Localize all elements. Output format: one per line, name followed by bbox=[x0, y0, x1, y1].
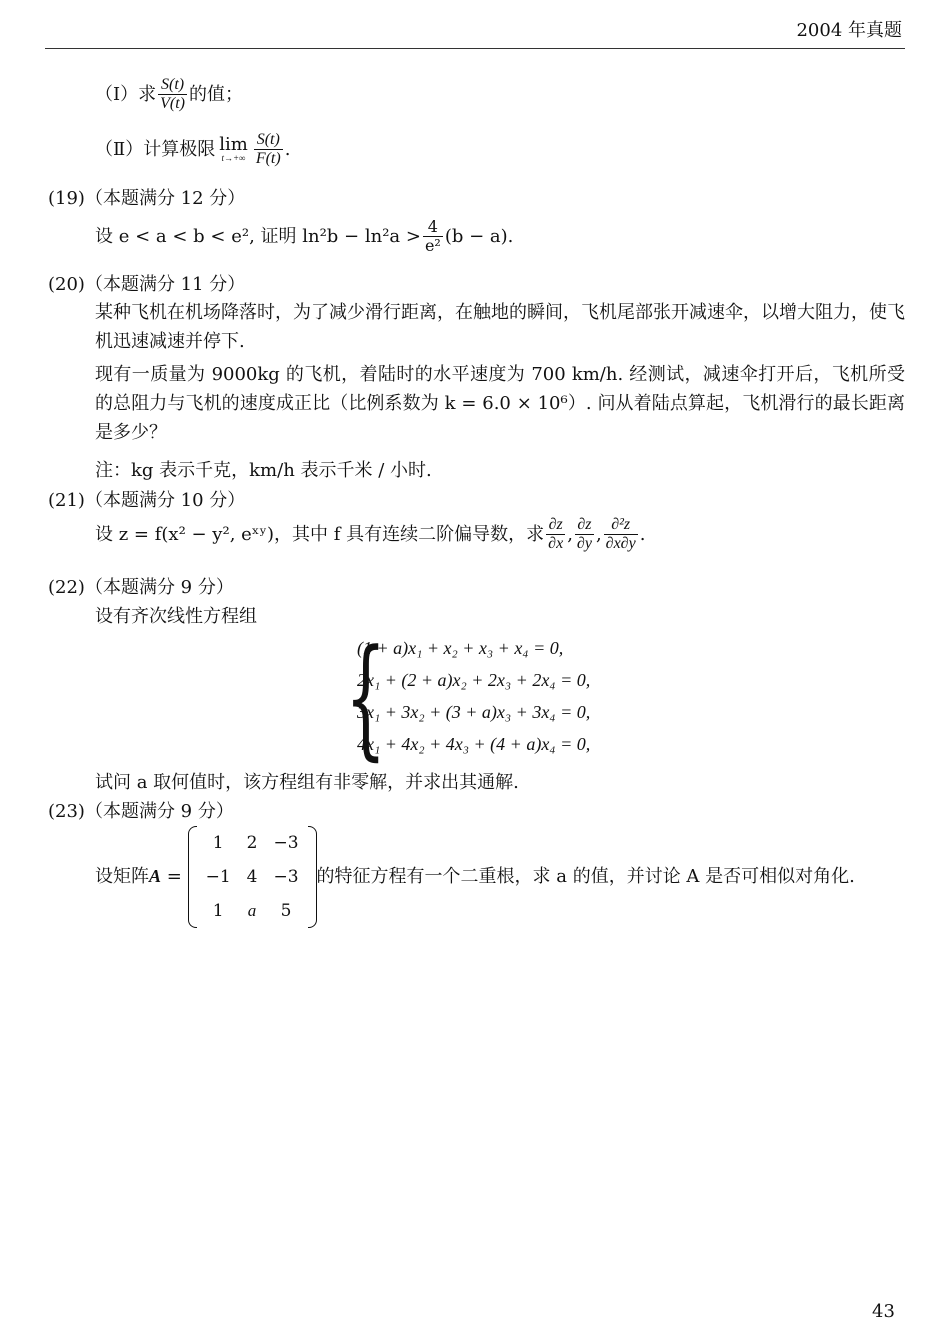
q21-statement: 设 z = f(x² − y², eˣʸ)，其中 f 具有连续二阶偏导数，求 $\frac{\partial z}{\partial x}$ , $\frac{\partial z}{\partial y}$ , $\frac{\text{∂²z}}{\partial x\partial y}$ . bbox=[95, 516, 646, 553]
q23-statement: 设矩阵A = 1 2 −3 −1 4 −3 1 a 5 的特征方程有一个二重根，求 a 的值，并讨论 A 是否可相似对角化. bbox=[95, 826, 855, 928]
equation: (1 + a)x₁ + x₂ + x₃ + x₄ = 0, bbox=[357, 638, 564, 658]
matrix-cell: 2 bbox=[246, 833, 258, 853]
equation: 4x₁ + 4x₂ + 4x₃ + (4 + a)x₄ = 0, bbox=[357, 734, 591, 754]
q20-label: (20)（本题满分 11 分） bbox=[48, 274, 246, 295]
matrix-cell: −3 bbox=[273, 833, 299, 853]
fraction: $\frac{S(t)}{V(t)}$ bbox=[160, 76, 185, 113]
limit-operator: lim t→+∞ bbox=[219, 134, 248, 164]
fraction: $\frac{4}{\text{e²}}$ bbox=[424, 217, 441, 256]
q20-note: 注：kg 表示千克，km/h 表示千米 / 小时. bbox=[95, 460, 432, 481]
partial-derivative-2: $\frac{\partial z}{\partial y}$ bbox=[576, 516, 592, 553]
q18-part1: （Ⅰ）求 $\frac{S(t)}{V(t)}$ 的值； bbox=[95, 76, 243, 113]
q20-paragraph-2: 现有一质量为 9000kg 的飞机，着陆时的水平速度为 700 km/h. 经测试，减速伞打开后，飞机所受的总阻力与飞机的速度成正比（比例系数为 k = 6.0 × 10⁶）. 问从着陆点算起，飞机滑行的最长距离是多少？ bbox=[95, 364, 905, 443]
matrix-cell: −1 bbox=[205, 867, 231, 887]
matrix-name: A bbox=[149, 866, 162, 886]
equation: 2x₁ + (2 + a)x₂ + 2x₃ + 2x₄ = 0, bbox=[357, 670, 591, 690]
matrix-cell: 5 bbox=[280, 901, 292, 921]
equation-list bbox=[357, 632, 590, 760]
q22-outro: 试问 a 取何值时，该方程组有非零解，并求出其通解. bbox=[95, 772, 519, 793]
q22-intro: 设有齐次线性方程组 bbox=[95, 606, 257, 627]
partial-derivative-1: $\frac{\partial z}{\partial x}$ bbox=[548, 516, 564, 553]
header-title: 2004 年真题 bbox=[796, 20, 902, 41]
matrix-cell: 4 bbox=[246, 867, 258, 887]
matrix-cell: a bbox=[247, 901, 257, 920]
q23-label: (23)（本题满分 9 分） bbox=[48, 801, 234, 822]
equation: 3x₁ + 3x₂ + (3 + a)x₃ + 3x₄ = 0, bbox=[357, 702, 591, 722]
q22-label: (22)（本题满分 9 分） bbox=[48, 577, 234, 598]
fraction: $\frac{S(t)}{F(t)}$ bbox=[255, 131, 281, 168]
matrix-cell: −3 bbox=[273, 867, 299, 887]
partial-derivative-3: $\frac{\text{∂²z}}{\partial x\partial y}$ bbox=[605, 516, 636, 553]
q20-paragraph-1: 某种飞机在机场降落时，为了减少滑行距离，在触地的瞬间，飞机尾部张开减速伞，以增大阻力，使飞机迅速减速并停下. bbox=[95, 302, 905, 352]
q18-part2: （Ⅱ）计算极限 lim t→+∞ $\frac{S(t)}{F(t)}$ . bbox=[95, 131, 291, 168]
matrix-cell: 1 bbox=[212, 901, 224, 921]
matrix-a bbox=[188, 826, 317, 928]
q19-statement: 设 e < a < b < e², 证明 ln²b − ln²a > $\frac{4}{\text{e²}}$ (b − a). bbox=[95, 217, 514, 256]
page-number: 43 bbox=[872, 1301, 895, 1322]
header-rule bbox=[45, 48, 905, 49]
q21-label: (21)（本题满分 10 分） bbox=[48, 490, 246, 511]
left-brace: { bbox=[345, 621, 387, 773]
q19-label: (19)（本题满分 12 分） bbox=[48, 188, 246, 209]
matrix-cell: 1 bbox=[212, 833, 224, 853]
